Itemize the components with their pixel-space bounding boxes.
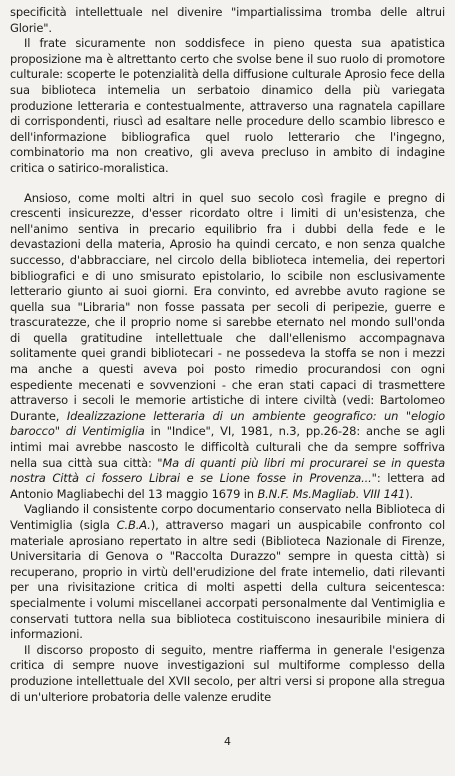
paragraph-3 bbox=[10, 191, 445, 503]
letter-quotation: "Ma di quanti più libri mi procurarei se in questa nostra Città ci fossero Librai e se Lione fosse in Provenza..." bbox=[10, 455, 445, 486]
cited-work-title: Idealizzazione letteraria di un ambiente geografico: un "elogio barocco" di Ventimiglia bbox=[10, 408, 445, 439]
paragraph-4-text: Vagliando il consistente corpo documentario conservato nella Biblioteca di Ventimiglia (sigla bbox=[10, 502, 445, 532]
paragraph-3-text-2: in "Indice", VI, 1981, n.3, pp.26-28: anche se agli intimi mai avrebbe nascosto le difficoltà culturali che da sempre soffriva nella sua città sua città: bbox=[10, 424, 445, 470]
library-siglum: C.B.A. bbox=[116, 518, 151, 532]
paragraph-1: specificità intellettuale nel divenire "impartialissima tromba delle altrui Glorie". bbox=[10, 5, 445, 35]
page-number: 4 bbox=[224, 735, 231, 748]
paragraph-2: Il frate sicuramente non soddisfece in pieno questa sua apatistica proposizione ma è altrettanto certo che svolse bene il suo ruolo di promotore culturale: scoperte le potenzialità della diffusione culturale Aprosio fece della sua biblioteca intemelia un serbatoio dinamico della più variegata produzione letteraria e contestualmente, attraverso una ragnatela capillare di corrispondenti, riuscì ad esaltare nelle procedure dello scambio librescо e dell'informazione bibliografica quel ruolo letterario che l'ingegno, combinatorio ma non creativo, gli aveva precluso in ambito di indagine critica o satirico-moralistica. bbox=[10, 36, 445, 175]
paragraph-3-text: Ansioso, come molti altri in quel suo secolo così fragile e pregno di crescenti insicurezze, d'esser ricordato oltre i limiti di un'esistenza, che nell'animo sentiva in precario equilibrio fra i dubbi della fede e le devastazioni della materia, Aprosio ha quindi cercato, e non senza qualche successo, d'abbracciare, nel circolo della biblioteca intemelia, dei repertori bibliografici e di uno smisurato epistolario, lo scibile non esclusivamente letterario giunto ai suoi giorni. Era convinto, ed avrebbe avuto ragione se quella sua "Libraria" non fosse passata per secoli di peripezie, guerre e trascuratezze, che il proprio nome si sarebbe eternato nel mondo sull'onda di quella gratitudine intellettuale che dall'ellenismo accompagnava solitamente quei grandi bibliotecari - ne possedeva la stoffa se non i mezzi ma anche a questi aveva poi posto rimedio procurandosi con ogni espediente mecenati e sovvenzioni - che eran stati capaci di trasmettere attraverso i secoli le memorie artistiche di intere civiltà (vedi: Bartolomeo Durante, bbox=[10, 190, 445, 423]
paragraph-4 bbox=[10, 502, 445, 642]
paragraph-3-text-3: : lettera ad Antonio Magliabechi del 13 maggio 1679 in bbox=[10, 471, 445, 501]
paragraph-gap bbox=[10, 177, 445, 191]
paragraph-4-text-2: ), attraverso magari un auspicabile confronto col materiale aprosiano repertato in altre sedi (Biblioteca Nazionale di Firenze, Universitaria di Genova o "Raccolta Durazzo" sempre in questa città) si recuperano, proprio in virtù dell'erudizione del frate intemelio, dati rilevanti per una rivisitazione critica di molti aspetti della cultura seicentesca: specialmente i volumi miscellanei accorpati personalmente dal Ventimiglia e conservati tuttora nella sua biblioteca costituiscono inesauribile miniera di informazioni. bbox=[10, 518, 445, 642]
paragraph-5: Il discorso proposto di seguito, mentre riafferma in generale l'esigenza critica di sempre nuove investigazioni sul multiforme complesso della produzione intellettuale del XVII secolo, per altri versi si propone alla stregua di un'ulteriore probatoria delle valenze erudite bbox=[10, 642, 445, 704]
manuscript-reference: B.N.F. Ms.Magliab. VIII 141 bbox=[257, 486, 406, 501]
paragraph-3-text-4: ). bbox=[405, 486, 414, 501]
